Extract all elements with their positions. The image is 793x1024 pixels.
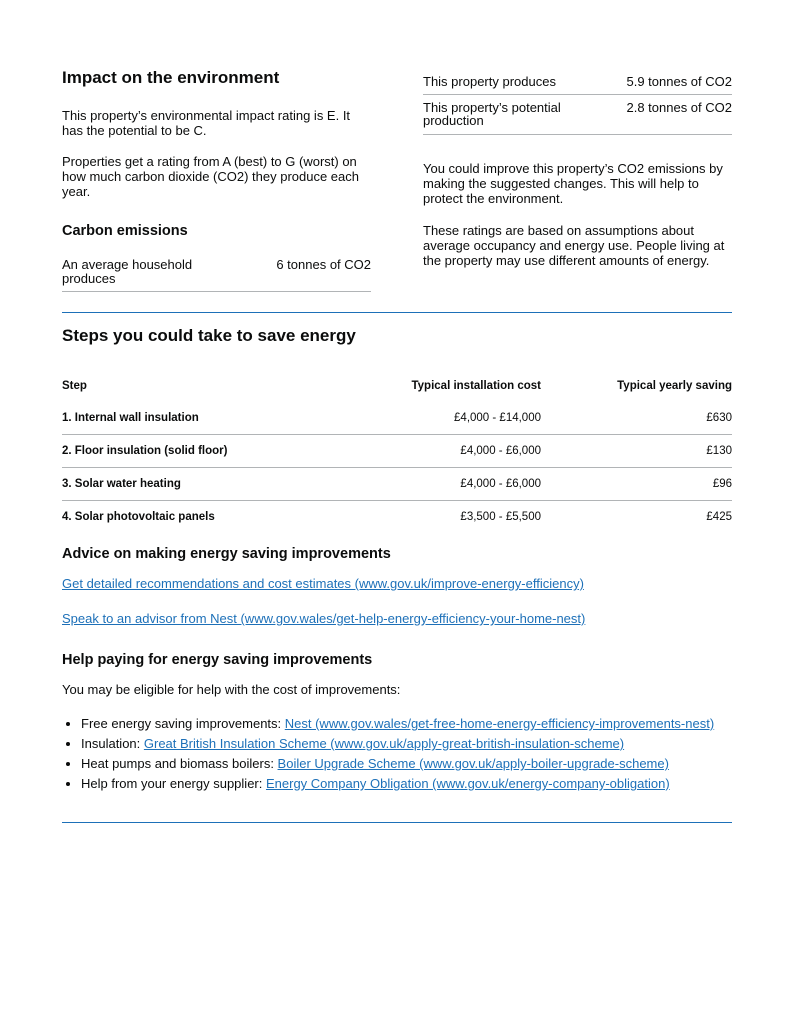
- rating-text: This property’s environmental impact rating is E. It has the potential to be C.: [62, 108, 351, 138]
- improve-energy-efficiency-link[interactable]: Get detailed recommendations and cost estimates (www.gov.uk/improve-energy-efficiency): [62, 576, 584, 591]
- help-section: [62, 651, 742, 794]
- list-item: [81, 774, 742, 794]
- help-item-label: Insulation:: [81, 736, 144, 751]
- step-cost: £4,000 - £6,000: [460, 445, 541, 457]
- step-saving: £96: [712, 478, 732, 490]
- average-household-row: [62, 258, 371, 292]
- help-heading: Help paying for energy saving improvements: [62, 652, 373, 668]
- average-household-value: 6 tonnes of CO2: [276, 257, 371, 272]
- section-divider-bottom: [62, 822, 732, 823]
- table-row: [62, 501, 732, 534]
- table-row: [62, 402, 732, 435]
- table-row: [62, 435, 732, 468]
- property-produces-label: This property produces: [423, 74, 556, 89]
- potential-production-value: 2.8 tonnes of CO2: [626, 99, 732, 115]
- nest-free-improvements-link[interactable]: Nest (www.gov.wales/get-free-home-energy-efficiency-improvements-nest): [284, 716, 715, 731]
- list-item: [81, 734, 742, 754]
- step-name: 2. Floor insulation (solid floor): [62, 445, 228, 457]
- step-name: 1. Internal wall insulation: [62, 412, 199, 424]
- average-household-label: An average household produces: [62, 257, 193, 286]
- nest-advisor-link[interactable]: Speak to an advisor from Nest (www.gov.wales/get-help-energy-efficiency-your-home-nest): [62, 611, 586, 626]
- column-header-cost: Typical installation cost: [411, 380, 541, 392]
- step-saving: £130: [706, 445, 732, 457]
- steps-table-header: [62, 370, 732, 402]
- property-produces-row: [423, 75, 732, 95]
- energy-company-obligation-link[interactable]: Energy Company Obligation (www.gov.uk/energy-company-obligation): [265, 776, 670, 791]
- step-name: 3. Solar water heating: [62, 478, 181, 490]
- environment-right-column: [423, 66, 732, 268]
- boiler-upgrade-scheme-link[interactable]: Boiler Upgrade Scheme (www.gov.uk/apply-boiler-upgrade-scheme): [277, 756, 669, 771]
- help-item-label: Free energy saving improvements:: [81, 716, 285, 731]
- section-divider-top: [62, 312, 732, 313]
- insulation-scheme-link[interactable]: Great British Insulation Scheme (www.gov.uk/apply-great-british-insulation-scheme): [143, 736, 625, 751]
- environment-heading: Impact on the environment: [62, 68, 280, 87]
- help-item-label: Help from your energy supplier:: [81, 776, 266, 791]
- step-cost: £4,000 - £14,000: [454, 412, 541, 424]
- property-produces-value: 5.9 tonnes of CO2: [626, 74, 732, 89]
- steps-section: [62, 325, 732, 533]
- rating-scale-text: Properties get a rating from A (best) to G (worst) on how much carbon dioxide (CO2) they produce each year.: [62, 154, 359, 199]
- step-name: 4. Solar photovoltaic panels: [62, 511, 215, 523]
- list-item: [81, 714, 742, 734]
- column-header-step: Step: [62, 380, 87, 392]
- help-item-label: Heat pumps and biomass boilers:: [81, 756, 278, 771]
- steps-heading: Steps you could take to save energy: [62, 326, 356, 345]
- steps-table: [62, 370, 732, 533]
- potential-production-label: This property’s potential production: [423, 99, 561, 128]
- step-saving: £630: [706, 412, 732, 424]
- table-row: [62, 468, 732, 501]
- ratings-assumption-text: These ratings are based on assumptions about average occupancy and energy use. People living at the property may use different amounts of energy.: [423, 222, 725, 268]
- environment-section: [62, 66, 732, 312]
- advice-section: [62, 545, 732, 628]
- environment-left-column: [62, 66, 371, 292]
- advice-heading: Advice on making energy saving improvements: [62, 546, 391, 562]
- step-saving: £425: [706, 511, 732, 523]
- help-list: [62, 714, 742, 794]
- help-intro-text: You may be eligible for help with the cost of improvements:: [62, 682, 401, 697]
- carbon-emissions-heading: Carbon emissions: [62, 223, 188, 239]
- step-cost: £3,500 - £5,500: [460, 511, 541, 523]
- list-item: [81, 754, 742, 774]
- potential-production-row: [423, 101, 732, 135]
- step-cost: £4,000 - £6,000: [460, 478, 541, 490]
- improve-emissions-text: You could improve this property’s CO2 emissions by making the suggested changes. This will help to protect the environment.: [423, 160, 723, 206]
- column-header-saving: Typical yearly saving: [617, 380, 732, 392]
